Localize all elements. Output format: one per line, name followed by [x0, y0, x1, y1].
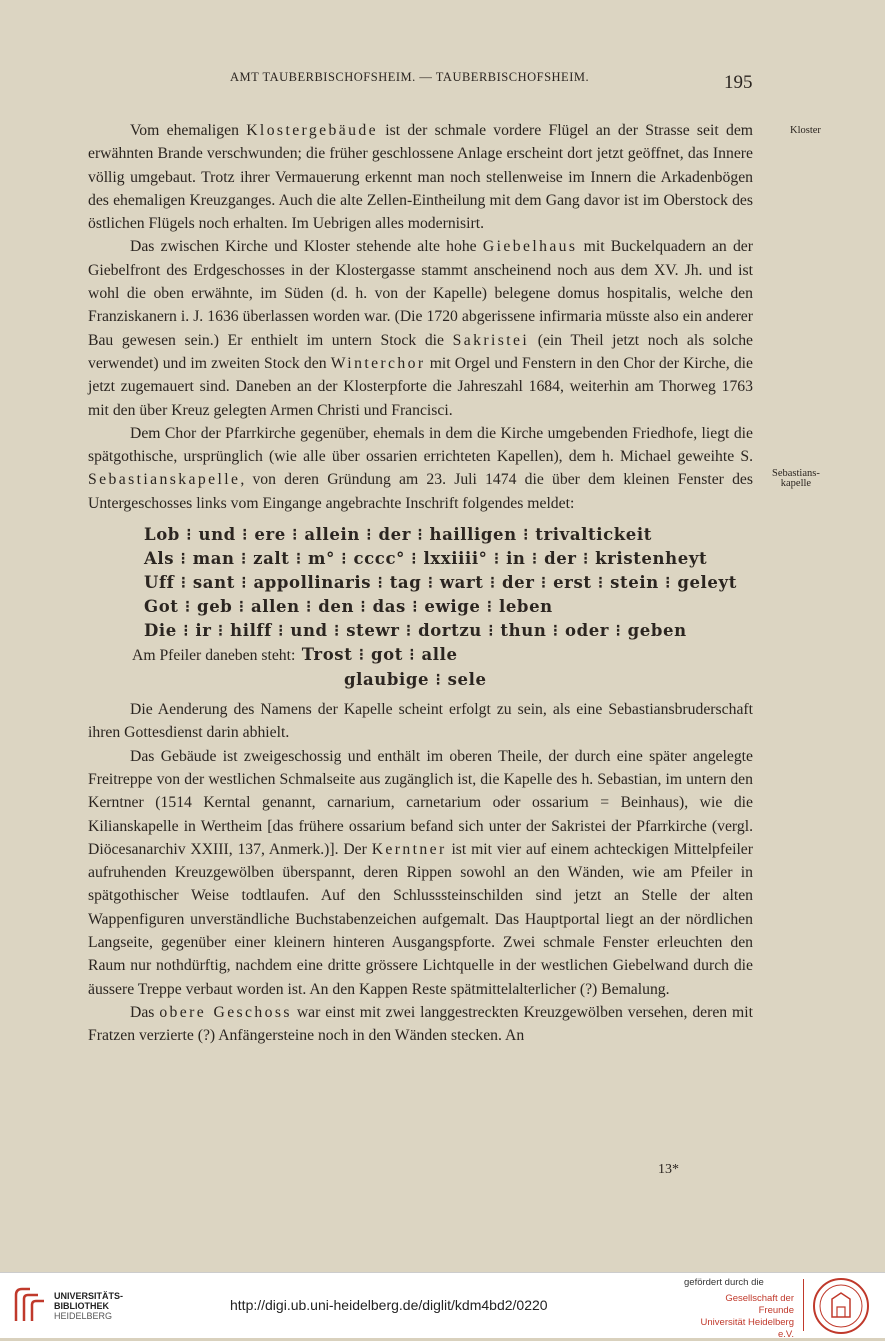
library-name: UNIVERSITÄTS- BIBLIOTHEK HEIDELBERG [54, 1291, 124, 1321]
inscription-line: Uff ⁝ sant ⁝ appollinaris ⁝ tag ⁝ wart ⁝ der ⁝ erst ⁝ stein ⁝ geleyt [144, 573, 737, 593]
margin-note-line: kapelle [780, 478, 812, 489]
society-name: Gesellschaft der Freunde Universität Heidelberg e.V. [700, 1293, 794, 1340]
inscription-line: Got ⁝ geb ⁝ allen ⁝ den ⁝ das ⁝ ewige ⁝ leben [144, 597, 553, 617]
permalink-url[interactable]: http://digi.ub.uni-heidelberg.de/diglit/kdm4bd2/0220 [230, 1297, 548, 1313]
pillar-inscription [88, 643, 753, 668]
margin-note-line: Sebastians- [772, 468, 820, 479]
paragraph-name-change: Die Aenderung des Namens der Kapelle scheint erfolgt zu sein, als eine Sebastiansbruderschaft ihren Gottesdienst darin abhielt. [88, 701, 753, 742]
paragraph-oberes-geschoss: Das obere Geschoss war einst mit zwei langgestreckten Kreuzgewölben versehen, deren mit Fratzen verzierte (?) Anfängersteine noch in den Wänden stecken. An [88, 1003, 753, 1045]
inscription-block [88, 523, 753, 692]
margin-note-kloster: Kloster [790, 125, 821, 136]
running-title: AMT TAUBERBISCHOFSHEIM. — TAUBERBISCHOFSHEIM. [230, 70, 590, 84]
footer-bar [0, 1272, 885, 1338]
footer-divider [803, 1279, 804, 1331]
inscription-line: Als ⁝ man ⁝ zalt ⁝ m° ⁝ cccc° ⁝ lxxiiii° ⁝ in ⁝ der ⁝ kristenheyt [144, 549, 708, 569]
university-library-logo-icon [12, 1285, 48, 1325]
margin-note-sebastianskapelle [772, 469, 820, 489]
pillar-label: Am Pfeiler daneben steht: [132, 647, 296, 665]
main-text [88, 119, 753, 1048]
page-number: 195 [724, 72, 753, 93]
inscription-line: glaubige ⁝ sele [344, 670, 487, 690]
university-seal-icon [812, 1277, 870, 1335]
inscription-line: Lob ⁝ und ⁝ ere ⁝ allein ⁝ der ⁝ hailligen ⁝ trivaltickeit [144, 525, 652, 545]
sheet-signature: 13* [658, 1162, 679, 1177]
paragraph-sebastianskapelle: Dem Chor der Pfarrkirche gegenüber, ehemals in dem die Kirche umgebenden Friedhofe, liegt die spätgothische, ursprünglich (wie alle über ossarien errichteten Kapellen), dem h. Michael geweihte S. Sebastianskapelle, von deren Gründung am 23. Juli 1474 die über dem kleinen Fenster des Untergeschosses links vom Eingange angebrachte Inschrift folgendes meldet: [88, 424, 753, 512]
paragraph-kloster: Vom ehemaligen Klostergebäude ist der schmale vordere Flügel an der Strasse seit dem erwähnten Brande verschwunden; die früher geschlossene Anlage erscheint dort jetzt geöffnet, das Innere völlig umgebaut. Trotz ihrer Vermauerung erkennt man noch stellenweise im Innern die Arkadenbögen des ehemaligen Kreuzganges. Auch die alte Zellen-Eintheilung mit dem Gang davor ist im Oberstock des östlichen Flügels noch erhalten. Im Uebrigen alles modernisirt. [88, 122, 753, 233]
inscription-line: Die ⁝ ir ⁝ hilff ⁝ und ⁝ stewr ⁝ dortzu ⁝ thun ⁝ oder ⁝ geben [144, 621, 687, 641]
inscription-line: Trost ⁝ got ⁝ alle [301, 645, 458, 665]
paragraph-kerntner: Das Gebäude ist zweigeschossig und enthält im oberen Theile, der durch eine später angelegte Freitreppe von der westlichen Schmalseite aus zugänglich ist, die Kapelle des h. Sebastian, im untern den Kerntner (1514 Kerntal genannt, carnarium, carnetarium oder ossarium = Beinhaus), wie die Kilianskapelle in Wertheim [das frühere ossarium befand sich unter der Sakristei der Pfarrkirche (vergl. Diöcesanarchiv XXIII, 137, Anmerk.)]. Der Kerntner ist mit vier auf einem achteckigen Mittelpfeiler aufruhenden Kreuzgewölben überspannt, deren Rippen sowohl an den Wänden, wie am Pfeiler in spätgothischer Weise todtlaufen. Auf den Schlusssteinschilden sind jetzt an Stelle der alten Wappenfiguren unverständliche Buchstabenzeichen aufgemalt. Das Hauptportal liegt an der nördlichen Langseite, gegenüber einer kleinern hinteren Ausgangspforte. Zwei schmale Fenster erleuchten den Raum nur nothdürftig, nachdem eine dritte grössere Lichtquelle in der westlichen Giebelwand durch die äussere Treppe verbaut worden ist. An den Kappen Reste spätmittelalterlicher (?) Bemalung. [88, 747, 753, 998]
funded-by-label: gefördert durch die [684, 1277, 764, 1288]
paragraph-giebelhaus: Das zwischen Kirche und Kloster stehende alte hohe Giebelhaus mit Buckelquadern an der Giebelfront des Erdgeschosses in der Klostergasse stammt anscheinend noch aus dem XV. Jh. und ist wohl die oben erwähnte, im Süden (d. h. von der Kapelle) belegene domus hospitalis, welche den Franziskanern i. J. 1636 überlassen worden war. (Die 1720 abgerissene infirmaria müsste also ein anderer Bau gewesen sein.) Er enthielt im untern Stock die Sakristei (ein Theil jetzt noch als solche verwendet) und im zweiten Stock den Winterchor mit Orgel und Fenstern in den Chor der Kirche, die jetzt zugemauert sind. Daneben an der Klosterpforte die Jahreszahl 1684, weiterhin am Thorweg 1763 mit den über Kreuz gelegten Armen Christi und Francisci. [88, 238, 754, 419]
